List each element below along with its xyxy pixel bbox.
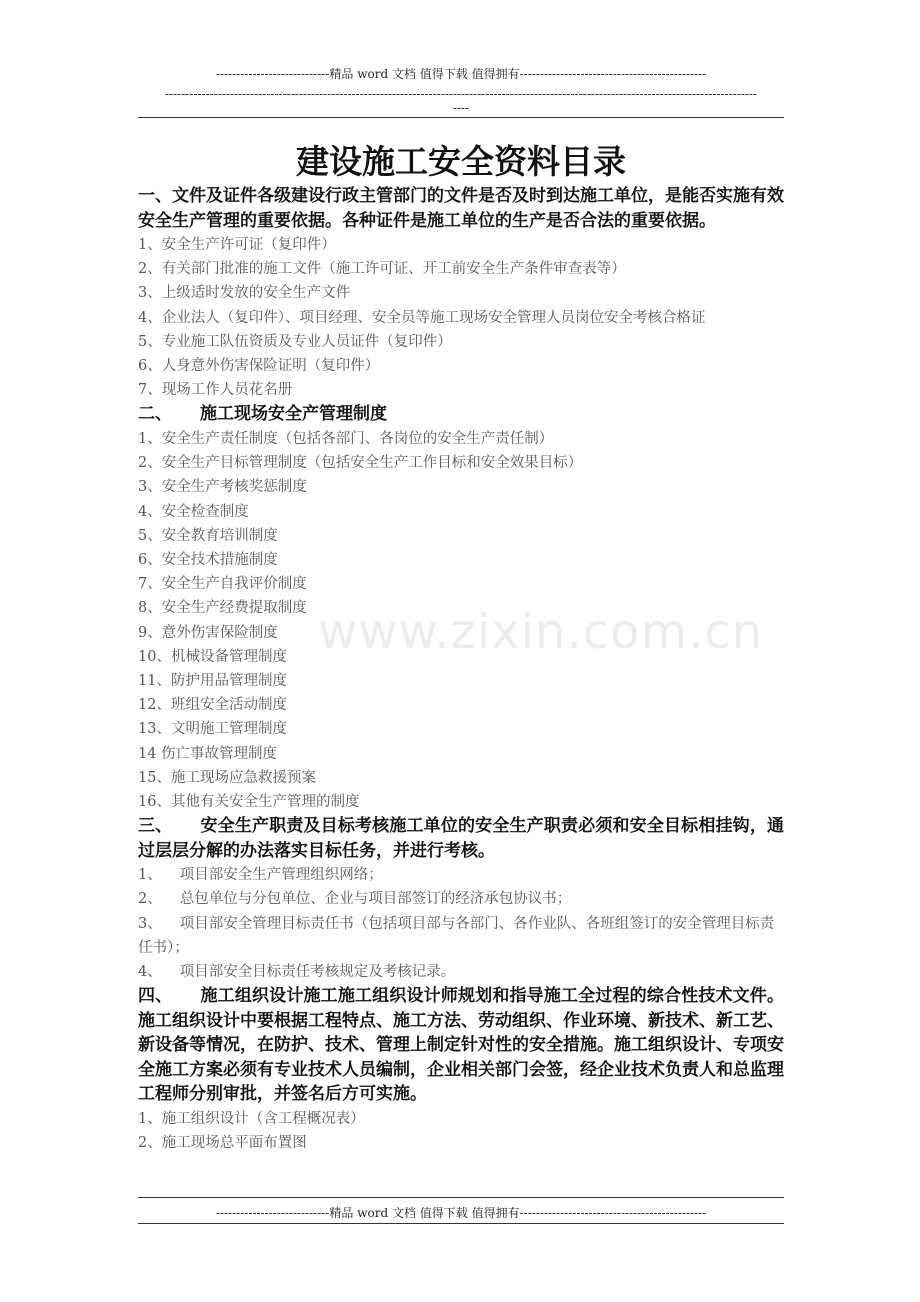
list-item: 11、防护用品管理制度	[138, 672, 287, 689]
list-item: 7、安全生产自我评价制度	[138, 576, 307, 593]
list-item: 4、安全检查制度	[138, 503, 249, 520]
list-item: 5、安全教育培训制度	[138, 527, 278, 544]
list-item: 1、施工组织设计（含工程概况表）	[138, 1110, 365, 1127]
list-item: 2、 总包单位与分包单位、企业与项目部签订的经济承包协议书；	[138, 891, 572, 908]
list-item: 2、施工现场总平面布置图	[138, 1134, 307, 1151]
section-heading: 四、 施工组织设计施工施工组织设计师规划和指导施工全过程的综合性技术文件。施工组织设计中要根据工程特点、施工方法、劳动组织、作业环境、新技术、新工艺、新设备等情况，在防护、技术、管理上制定针对性的安全措施。施工组织设计、专项安全施工方案必须有专业技术人员编制，企业相关部门会签，经企业技术负责人和总监理工程师分别审批，并签名后方可实施。	[138, 986, 785, 1105]
header-banner: ----------------------------精品 word 文档 值得下载 值得拥有----------------------------------------------	[215, 67, 707, 81]
list-item: 6、安全技术措施制度	[138, 551, 278, 568]
list-item: 4、 项目部安全目标责任考核规定及考核记录。	[138, 963, 456, 980]
list-item: 4、企业法人（复印件）、项目经理、安全员等施工现场安全管理人员岗位安全考核合格证	[138, 309, 706, 326]
section-heading: 二、 施工现场安全产管理制度	[138, 404, 387, 425]
page-title: 建设施工安全资料目录	[296, 142, 626, 181]
list-item: 12、班组安全活动制度	[138, 697, 287, 714]
header-rule	[138, 117, 784, 118]
header-dash-tail: ----	[452, 101, 470, 115]
list-item: 1、安全生产责任制度（包括各部门、各岗位的安全生产责任制）	[138, 430, 554, 447]
list-item: 16、其他有关安全生产管理的制度	[138, 793, 360, 810]
list-item: 3、安全生产考核奖惩制度	[138, 479, 307, 496]
list-item: 13、文明施工管理制度	[138, 721, 287, 738]
section-heading: 一、文件及证件各级建设行政主管部门的文件是否及时到达施工单位，是能否实施有效安全生产管理的重要依据。各种证件是施工单位的生产是否合法的重要依据。	[138, 186, 784, 231]
document-body	[138, 184, 784, 1155]
footer-banner: ----------------------------精品 word 文档 值得下载 值得拥有----------------------------------------------	[215, 1206, 707, 1220]
list-item: 10、机械设备管理制度	[138, 648, 287, 665]
list-item: 5、专业施工队伍资质及专业人员证件（复印件）	[138, 333, 452, 350]
footer-rule-top	[138, 1197, 784, 1198]
list-item: 8、安全生产经费提取制度	[138, 600, 307, 617]
list-item: 3、 项目部安全管理目标责任书（包括项目部与各部门、各作业队、各班组签订的安全管理目标责任书）；	[138, 915, 775, 956]
list-item: 7、现场工作人员花名册	[138, 382, 293, 399]
list-item: 1、 项目部安全生产管理组织网络；	[138, 867, 383, 884]
list-item: 15、施工现场应急救援预案	[138, 769, 316, 786]
footer-rule-bottom	[138, 1223, 784, 1224]
section-heading: 三、 安全生产职责及目标考核施工单位的安全生产职责必须和安全目标相挂钩，通过层层分解的办法落实目标任务，并进行考核。	[138, 816, 785, 861]
list-item: 3、上级适时发放的安全生产文件	[138, 285, 351, 302]
list-item: 2、有关部门批准的施工文件（施工许可证、开工前安全生产条件审查表等）	[138, 261, 626, 278]
header-dash-line: --------------------------------------------------------------------------------------------------------------------------------------------------	[165, 87, 757, 101]
list-item: 6、人身意外伤害保险证明（复印件）	[138, 358, 380, 375]
list-item: 9、意外伤害保险制度	[138, 624, 278, 641]
watermark-text: www.zixin.com.cn	[318, 604, 764, 660]
list-item: 2、安全生产目标管理制度（包括安全生产工作目标和安全效果目标）	[138, 455, 583, 472]
list-item: 1、安全生产许可证（复印件）	[138, 237, 336, 253]
list-item: 14 伤亡事故管理制度	[138, 745, 278, 762]
